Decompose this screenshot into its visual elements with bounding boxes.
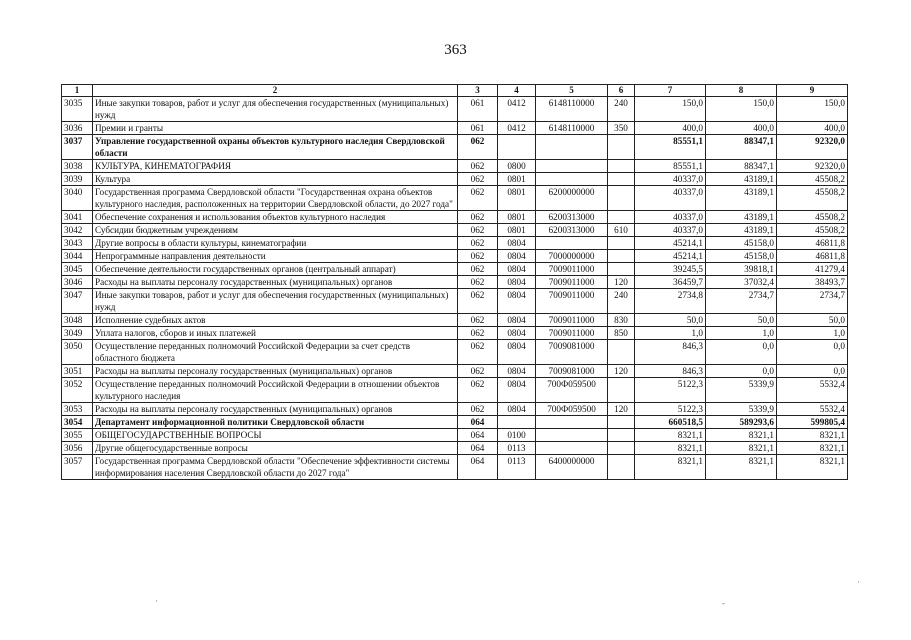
item-name-cell: Другие общегосударственные вопросы	[93, 442, 458, 455]
expense-type-cell	[608, 378, 635, 403]
amount-year1-cell: 40337,0	[635, 224, 706, 237]
ministry-code-cell: 064	[458, 429, 498, 442]
amount-year3-cell: 0,0	[777, 365, 848, 378]
expense-type-cell	[608, 160, 635, 173]
target-article-cell: 6200000000	[536, 186, 608, 211]
table-row	[62, 250, 848, 263]
row-number-cell: 3036	[62, 122, 93, 135]
expense-type-cell: 120	[608, 276, 635, 289]
amount-year3-cell: 8321,1	[777, 442, 848, 455]
row-number-cell: 3035	[62, 97, 93, 122]
section-code-cell: 0801	[498, 173, 536, 186]
table-row	[62, 365, 848, 378]
row-number-cell: 3055	[62, 429, 93, 442]
amount-year1-cell: 40337,0	[635, 173, 706, 186]
row-number-cell: 3045	[62, 263, 93, 276]
amount-year2-cell: 0,0	[706, 365, 777, 378]
table-row	[62, 263, 848, 276]
table-row	[62, 403, 848, 416]
table-row	[62, 237, 848, 250]
expense-type-cell: 240	[608, 97, 635, 122]
amount-year2-cell: 8321,1	[706, 455, 777, 480]
item-name-cell: Департамент информационной политики Свердловской области	[93, 416, 458, 429]
amount-year2-cell: 43189,1	[706, 173, 777, 186]
expense-type-cell	[608, 211, 635, 224]
target-article-cell	[536, 237, 608, 250]
target-article-cell: 7009011000	[536, 289, 608, 314]
amount-year1-cell: 85551,1	[635, 160, 706, 173]
item-name-cell: Премии и гранты	[93, 122, 458, 135]
target-article-cell: 700Ф059500	[536, 403, 608, 416]
item-name-cell: Осуществление переданных полномочий Российской Федерации в отношении объектов культурного наследия	[93, 378, 458, 403]
section-code-cell	[498, 135, 536, 160]
ministry-code-cell: 062	[458, 135, 498, 160]
row-number-cell: 3049	[62, 327, 93, 340]
section-code-cell: 0804	[498, 327, 536, 340]
item-name-cell: Расходы на выплаты персоналу государственных (муниципальных) органов	[93, 365, 458, 378]
scan-speck: -	[722, 598, 725, 608]
amount-year1-cell: 40337,0	[635, 211, 706, 224]
row-number-cell: 3043	[62, 237, 93, 250]
amount-year2-cell: 1,0	[706, 327, 777, 340]
table-row	[62, 416, 848, 429]
table-row	[62, 211, 848, 224]
item-name-cell: Субсидии бюджетным учреждениям	[93, 224, 458, 237]
section-code-cell: 0800	[498, 160, 536, 173]
amount-year3-cell: 45508,2	[777, 211, 848, 224]
amount-year1-cell: 846,3	[635, 365, 706, 378]
amount-year1-cell: 45214,1	[635, 237, 706, 250]
expense-type-cell: 610	[608, 224, 635, 237]
expense-type-cell: 240	[608, 289, 635, 314]
target-article-cell: 6400000000	[536, 455, 608, 480]
amount-year1-cell: 85551,1	[635, 135, 706, 160]
expense-type-cell	[608, 263, 635, 276]
amount-year3-cell: 92320,0	[777, 160, 848, 173]
header-cell: 3	[458, 85, 498, 97]
target-article-cell	[536, 416, 608, 429]
item-name-cell: Другие вопросы в области культуры, кинематографии	[93, 237, 458, 250]
amount-year1-cell: 40337,0	[635, 186, 706, 211]
section-code-cell: 0412	[498, 122, 536, 135]
item-name-cell: Исполнение судебных актов	[93, 314, 458, 327]
target-article-cell: 6200313000	[536, 211, 608, 224]
item-name-cell: Обеспечение сохранения и использования объектов культурного наследия	[93, 211, 458, 224]
item-name-cell: Непрограммные направления деятельности	[93, 250, 458, 263]
ministry-code-cell: 062	[458, 365, 498, 378]
amount-year1-cell: 846,3	[635, 340, 706, 365]
amount-year3-cell: 8321,1	[777, 455, 848, 480]
amount-year3-cell: 41279,4	[777, 263, 848, 276]
expense-type-cell: 830	[608, 314, 635, 327]
item-name-cell: Государственная программа Свердловской области "Обеспечение эффективности системы информирования населения Свердловской области до 2027 года"	[93, 455, 458, 480]
ministry-code-cell: 061	[458, 97, 498, 122]
table-row	[62, 122, 848, 135]
target-article-cell	[536, 429, 608, 442]
amount-year3-cell: 38493,7	[777, 276, 848, 289]
ministry-code-cell: 062	[458, 327, 498, 340]
expense-type-cell	[608, 416, 635, 429]
item-name-cell: Иные закупки товаров, работ и услуг для обеспечения государственных (муниципальных) нужд	[93, 289, 458, 314]
item-name-cell: ОБЩЕГОСУДАРСТВЕННЫЕ ВОПРОСЫ	[93, 429, 458, 442]
item-name-cell: Управление государственной охраны объектов культурного наследия Свердловской области	[93, 135, 458, 160]
row-number-cell: 3041	[62, 211, 93, 224]
expense-type-cell: 120	[608, 365, 635, 378]
item-name-cell: Расходы на выплаты персоналу государственных (муниципальных) органов	[93, 276, 458, 289]
item-name-cell: Культура	[93, 173, 458, 186]
expense-type-cell	[608, 237, 635, 250]
section-code-cell: 0801	[498, 186, 536, 211]
row-number-cell: 3051	[62, 365, 93, 378]
amount-year2-cell: 8321,1	[706, 442, 777, 455]
amount-year1-cell: 5122,3	[635, 403, 706, 416]
ministry-code-cell: 062	[458, 276, 498, 289]
table-row	[62, 97, 848, 122]
amount-year2-cell: 5339,9	[706, 378, 777, 403]
header-cell: 1	[62, 85, 93, 97]
section-code-cell: 0804	[498, 378, 536, 403]
amount-year1-cell: 8321,1	[635, 442, 706, 455]
item-name-cell: Обеспечение деятельности государственных органов (центральный аппарат)	[93, 263, 458, 276]
header-cell: 7	[635, 85, 706, 97]
amount-year2-cell: 88347,1	[706, 135, 777, 160]
section-code-cell: 0804	[498, 237, 536, 250]
table-row	[62, 276, 848, 289]
section-code-cell: 0113	[498, 442, 536, 455]
amount-year2-cell: 2734,7	[706, 289, 777, 314]
page-number: 363	[444, 42, 467, 58]
row-number-cell: 3044	[62, 250, 93, 263]
ministry-code-cell: 062	[458, 403, 498, 416]
target-article-cell: 7009011000	[536, 314, 608, 327]
table-row	[62, 340, 848, 365]
item-name-cell: Государственная программа Свердловской области "Государственная охрана объектов культурного наследия, расположенных на территории Свердловской области, до 2027 года"	[93, 186, 458, 211]
amount-year3-cell: 0,0	[777, 340, 848, 365]
expense-type-cell: 120	[608, 403, 635, 416]
table-row	[62, 327, 848, 340]
scan-speck: ·	[857, 577, 860, 587]
header-cell: 5	[536, 85, 608, 97]
amount-year1-cell: 8321,1	[635, 455, 706, 480]
ministry-code-cell: 061	[458, 122, 498, 135]
row-number-cell: 3047	[62, 289, 93, 314]
table-row	[62, 455, 848, 480]
amount-year3-cell: 8321,1	[777, 429, 848, 442]
amount-year2-cell: 43189,1	[706, 186, 777, 211]
row-number-cell: 3046	[62, 276, 93, 289]
section-code-cell: 0804	[498, 403, 536, 416]
ministry-code-cell: 062	[458, 263, 498, 276]
expense-type-cell	[608, 442, 635, 455]
ministry-code-cell: 064	[458, 416, 498, 429]
ministry-code-cell: 064	[458, 455, 498, 480]
amount-year3-cell: 46811,8	[777, 237, 848, 250]
target-article-cell: 7009081000	[536, 365, 608, 378]
header-cell: 4	[498, 85, 536, 97]
amount-year2-cell: 45158,0	[706, 237, 777, 250]
expense-type-cell: 350	[608, 122, 635, 135]
expense-type-cell: 850	[608, 327, 635, 340]
amount-year2-cell: 400,0	[706, 122, 777, 135]
expense-type-cell	[608, 186, 635, 211]
target-article-cell	[536, 173, 608, 186]
amount-year2-cell: 50,0	[706, 314, 777, 327]
section-code-cell: 0113	[498, 455, 536, 480]
ministry-code-cell: 062	[458, 160, 498, 173]
amount-year3-cell: 1,0	[777, 327, 848, 340]
table-row	[62, 314, 848, 327]
amount-year2-cell: 8321,1	[706, 429, 777, 442]
amount-year3-cell: 150,0	[777, 97, 848, 122]
item-name-cell: КУЛЬТУРА, КИНЕМАТОГРАФИЯ	[93, 160, 458, 173]
scan-speck: ·	[155, 596, 158, 606]
row-number-cell: 3050	[62, 340, 93, 365]
target-article-cell: 7009011000	[536, 263, 608, 276]
budget-table	[61, 84, 848, 480]
target-article-cell: 7009081000	[536, 340, 608, 365]
target-article-cell: 7009011000	[536, 276, 608, 289]
table-row	[62, 378, 848, 403]
ministry-code-cell: 062	[458, 224, 498, 237]
amount-year3-cell: 2734,7	[777, 289, 848, 314]
amount-year2-cell: 37032,4	[706, 276, 777, 289]
header-cell: 9	[777, 85, 848, 97]
amount-year2-cell: 45158,0	[706, 250, 777, 263]
amount-year1-cell: 39245,5	[635, 263, 706, 276]
amount-year2-cell: 5339,9	[706, 403, 777, 416]
ministry-code-cell: 062	[458, 237, 498, 250]
expense-type-cell	[608, 455, 635, 480]
table-row	[62, 289, 848, 314]
expense-type-cell	[608, 135, 635, 160]
table-row	[62, 429, 848, 442]
amount-year1-cell: 45214,1	[635, 250, 706, 263]
amount-year3-cell: 45508,2	[777, 186, 848, 211]
amount-year2-cell: 150,0	[706, 97, 777, 122]
amount-year2-cell: 43189,1	[706, 224, 777, 237]
amount-year1-cell: 36459,7	[635, 276, 706, 289]
row-number-cell: 3053	[62, 403, 93, 416]
ministry-code-cell: 064	[458, 442, 498, 455]
table-row	[62, 442, 848, 455]
amount-year1-cell: 400,0	[635, 122, 706, 135]
table-row	[62, 173, 848, 186]
section-code-cell: 0801	[498, 224, 536, 237]
amount-year1-cell: 2734,8	[635, 289, 706, 314]
item-name-cell: Иные закупки товаров, работ и услуг для обеспечения государственных (муниципальных) нужд	[93, 97, 458, 122]
table-row	[62, 135, 848, 160]
row-number-cell: 3037	[62, 135, 93, 160]
header-row	[62, 85, 848, 97]
row-number-cell: 3048	[62, 314, 93, 327]
target-article-cell	[536, 160, 608, 173]
row-number-cell: 3057	[62, 455, 93, 480]
amount-year1-cell: 50,0	[635, 314, 706, 327]
row-number-cell: 3039	[62, 173, 93, 186]
expense-type-cell	[608, 340, 635, 365]
amount-year3-cell: 5532,4	[777, 403, 848, 416]
section-code-cell: 0804	[498, 276, 536, 289]
expense-type-cell	[608, 173, 635, 186]
amount-year2-cell: 39818,1	[706, 263, 777, 276]
amount-year3-cell: 46811,8	[777, 250, 848, 263]
target-article-cell: 6148110000	[536, 97, 608, 122]
table-row	[62, 224, 848, 237]
item-name-cell: Расходы на выплаты персоналу государственных (муниципальных) органов	[93, 403, 458, 416]
amount-year1-cell: 660518,5	[635, 416, 706, 429]
amount-year2-cell: 589293,6	[706, 416, 777, 429]
section-code-cell: 0804	[498, 314, 536, 327]
section-code-cell: 0100	[498, 429, 536, 442]
row-number-cell: 3052	[62, 378, 93, 403]
amount-year3-cell: 45508,2	[777, 173, 848, 186]
amount-year3-cell: 45508,2	[777, 224, 848, 237]
ministry-code-cell: 062	[458, 314, 498, 327]
amount-year3-cell: 5532,4	[777, 378, 848, 403]
amount-year3-cell: 50,0	[777, 314, 848, 327]
amount-year3-cell: 599805,4	[777, 416, 848, 429]
table-row	[62, 160, 848, 173]
row-number-cell: 3038	[62, 160, 93, 173]
amount-year3-cell: 400,0	[777, 122, 848, 135]
row-number-cell: 3056	[62, 442, 93, 455]
section-code-cell: 0804	[498, 263, 536, 276]
table-row	[62, 186, 848, 211]
expense-type-cell	[608, 250, 635, 263]
ministry-code-cell: 062	[458, 340, 498, 365]
target-article-cell: 6200313000	[536, 224, 608, 237]
item-name-cell: Осуществление переданных полномочий Российской Федерации за счет средств областного бюджета	[93, 340, 458, 365]
row-number-cell: 3040	[62, 186, 93, 211]
ministry-code-cell: 062	[458, 378, 498, 403]
amount-year2-cell: 43189,1	[706, 211, 777, 224]
target-article-cell: 6148110000	[536, 122, 608, 135]
amount-year1-cell: 8321,1	[635, 429, 706, 442]
amount-year2-cell: 0,0	[706, 340, 777, 365]
section-code-cell: 0801	[498, 211, 536, 224]
target-article-cell: 700Ф059500	[536, 378, 608, 403]
section-code-cell: 0804	[498, 365, 536, 378]
target-article-cell	[536, 442, 608, 455]
item-name-cell: Уплата налогов, сборов и иных платежей	[93, 327, 458, 340]
header-cell: 8	[706, 85, 777, 97]
target-article-cell: 7000000000	[536, 250, 608, 263]
row-number-cell: 3054	[62, 416, 93, 429]
row-number-cell: 3042	[62, 224, 93, 237]
amount-year3-cell: 92320,0	[777, 135, 848, 160]
section-code-cell	[498, 416, 536, 429]
expense-type-cell	[608, 429, 635, 442]
amount-year2-cell: 88347,1	[706, 160, 777, 173]
ministry-code-cell: 062	[458, 186, 498, 211]
ministry-code-cell: 062	[458, 289, 498, 314]
table-body	[62, 97, 848, 480]
header-cell: 6	[608, 85, 635, 97]
amount-year1-cell: 5122,3	[635, 378, 706, 403]
ministry-code-cell: 062	[458, 250, 498, 263]
section-code-cell: 0412	[498, 97, 536, 122]
ministry-code-cell: 062	[458, 211, 498, 224]
amount-year1-cell: 1,0	[635, 327, 706, 340]
amount-year1-cell: 150,0	[635, 97, 706, 122]
target-article-cell: 7009011000	[536, 327, 608, 340]
budget-table-container	[61, 84, 847, 480]
section-code-cell: 0804	[498, 289, 536, 314]
header-cell: 2	[93, 85, 458, 97]
target-article-cell	[536, 135, 608, 160]
section-code-cell: 0804	[498, 340, 536, 365]
ministry-code-cell: 062	[458, 173, 498, 186]
section-code-cell: 0804	[498, 250, 536, 263]
